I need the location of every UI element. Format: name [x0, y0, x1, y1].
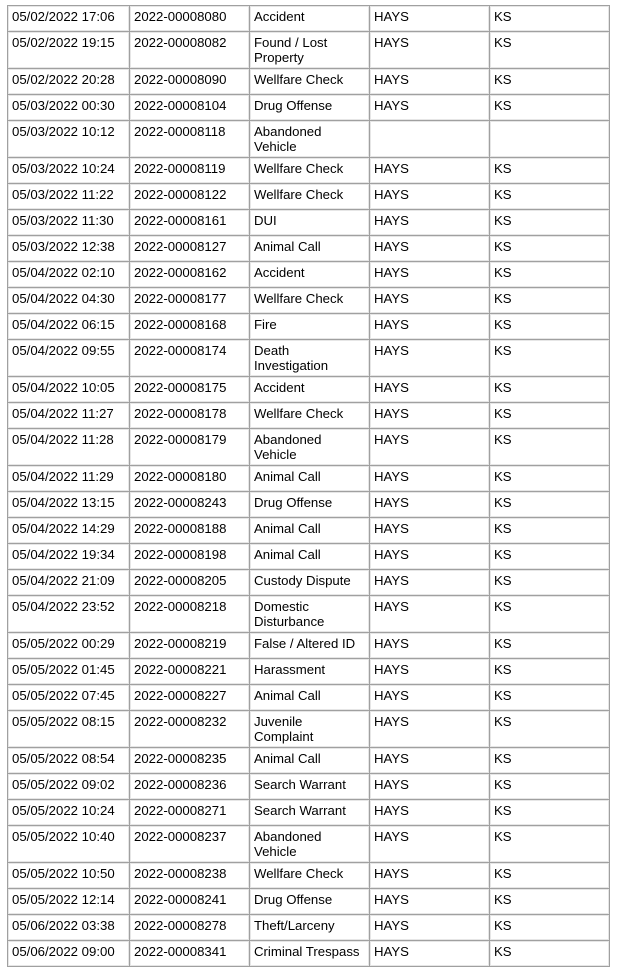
cell-case-number: 2022-00008179 [129, 428, 249, 465]
cell-datetime: 05/04/2022 11:28 [7, 428, 129, 465]
cell-state: KS [489, 261, 610, 287]
cell-incident-type: Search Warrant [249, 799, 369, 825]
cell-incident-type: DUI [249, 209, 369, 235]
cell-datetime: 05/02/2022 20:28 [7, 68, 129, 94]
incident-log-body [7, 5, 610, 967]
cell-city: HAYS [369, 428, 489, 465]
cell-incident-type: Wellfare Check [249, 287, 369, 313]
cell-state: KS [489, 773, 610, 799]
table-row [7, 888, 610, 914]
cell-incident-type: Abandoned Vehicle [249, 120, 369, 157]
cell-case-number: 2022-00008218 [129, 595, 249, 632]
cell-incident-type: Accident [249, 376, 369, 402]
cell-state: KS [489, 157, 610, 183]
cell-city: HAYS [369, 862, 489, 888]
cell-datetime: 05/06/2022 03:38 [7, 914, 129, 940]
cell-incident-type: Search Warrant [249, 773, 369, 799]
table-row [7, 287, 610, 313]
cell-case-number: 2022-00008118 [129, 120, 249, 157]
table-row [7, 517, 610, 543]
cell-state: KS [489, 825, 610, 862]
cell-datetime: 05/03/2022 10:12 [7, 120, 129, 157]
cell-datetime: 05/04/2022 11:29 [7, 465, 129, 491]
cell-case-number: 2022-00008237 [129, 825, 249, 862]
cell-incident-type: Accident [249, 5, 369, 31]
cell-datetime: 05/04/2022 09:55 [7, 339, 129, 376]
cell-city: HAYS [369, 313, 489, 339]
cell-datetime: 05/04/2022 14:29 [7, 517, 129, 543]
cell-case-number: 2022-00008278 [129, 914, 249, 940]
cell-city: HAYS [369, 658, 489, 684]
cell-case-number: 2022-00008236 [129, 773, 249, 799]
cell-incident-type: Abandoned Vehicle [249, 825, 369, 862]
cell-state: KS [489, 287, 610, 313]
cell-city: HAYS [369, 183, 489, 209]
cell-incident-type: Animal Call [249, 747, 369, 773]
cell-incident-type: Theft/Larceny [249, 914, 369, 940]
cell-case-number: 2022-00008119 [129, 157, 249, 183]
cell-state: KS [489, 914, 610, 940]
cell-case-number: 2022-00008232 [129, 710, 249, 747]
cell-state: KS [489, 569, 610, 595]
cell-city: HAYS [369, 595, 489, 632]
cell-city: HAYS [369, 940, 489, 967]
cell-datetime: 05/04/2022 11:27 [7, 402, 129, 428]
cell-datetime: 05/03/2022 11:30 [7, 209, 129, 235]
cell-case-number: 2022-00008238 [129, 862, 249, 888]
cell-state: KS [489, 799, 610, 825]
cell-datetime: 05/04/2022 13:15 [7, 491, 129, 517]
cell-incident-type: Animal Call [249, 235, 369, 261]
table-row [7, 68, 610, 94]
cell-city: HAYS [369, 402, 489, 428]
cell-state: KS [489, 747, 610, 773]
cell-state: KS [489, 595, 610, 632]
cell-datetime: 05/04/2022 02:10 [7, 261, 129, 287]
cell-state [489, 120, 610, 157]
cell-state: KS [489, 313, 610, 339]
table-row [7, 710, 610, 747]
cell-datetime: 05/04/2022 06:15 [7, 313, 129, 339]
cell-incident-type: Abandoned Vehicle [249, 428, 369, 465]
cell-case-number: 2022-00008127 [129, 235, 249, 261]
table-row [7, 376, 610, 402]
cell-state: KS [489, 235, 610, 261]
cell-datetime: 05/04/2022 10:05 [7, 376, 129, 402]
table-row [7, 940, 610, 967]
cell-datetime: 05/05/2022 10:24 [7, 799, 129, 825]
cell-city: HAYS [369, 517, 489, 543]
table-row [7, 595, 610, 632]
cell-incident-type: Accident [249, 261, 369, 287]
cell-city [369, 120, 489, 157]
cell-incident-type: Wellfare Check [249, 157, 369, 183]
cell-case-number: 2022-00008235 [129, 747, 249, 773]
cell-city: HAYS [369, 491, 489, 517]
cell-city: HAYS [369, 339, 489, 376]
table-row [7, 157, 610, 183]
cell-city: HAYS [369, 68, 489, 94]
cell-city: HAYS [369, 31, 489, 68]
cell-state: KS [489, 517, 610, 543]
cell-incident-type: Drug Offense [249, 491, 369, 517]
cell-incident-type: Wellfare Check [249, 402, 369, 428]
table-row [7, 862, 610, 888]
cell-city: HAYS [369, 209, 489, 235]
cell-city: HAYS [369, 799, 489, 825]
cell-state: KS [489, 940, 610, 967]
cell-datetime: 05/05/2022 08:15 [7, 710, 129, 747]
cell-datetime: 05/04/2022 21:09 [7, 569, 129, 595]
table-row [7, 569, 610, 595]
cell-case-number: 2022-00008341 [129, 940, 249, 967]
cell-case-number: 2022-00008243 [129, 491, 249, 517]
incident-log-table [7, 5, 610, 967]
cell-case-number: 2022-00008082 [129, 31, 249, 68]
cell-city: HAYS [369, 632, 489, 658]
cell-datetime: 05/05/2022 12:14 [7, 888, 129, 914]
cell-incident-type: Death Investigation [249, 339, 369, 376]
cell-state: KS [489, 658, 610, 684]
cell-datetime: 05/02/2022 17:06 [7, 5, 129, 31]
cell-city: HAYS [369, 569, 489, 595]
table-row [7, 313, 610, 339]
table-row [7, 428, 610, 465]
table-row [7, 491, 610, 517]
cell-city: HAYS [369, 543, 489, 569]
cell-state: KS [489, 209, 610, 235]
cell-city: HAYS [369, 747, 489, 773]
cell-state: KS [489, 491, 610, 517]
table-row [7, 31, 610, 68]
table-row [7, 684, 610, 710]
cell-incident-type: Drug Offense [249, 888, 369, 914]
cell-case-number: 2022-00008080 [129, 5, 249, 31]
cell-city: HAYS [369, 287, 489, 313]
cell-case-number: 2022-00008205 [129, 569, 249, 595]
cell-datetime: 05/03/2022 12:38 [7, 235, 129, 261]
cell-incident-type: Animal Call [249, 543, 369, 569]
cell-city: HAYS [369, 914, 489, 940]
cell-datetime: 05/03/2022 00:30 [7, 94, 129, 120]
cell-case-number: 2022-00008221 [129, 658, 249, 684]
cell-case-number: 2022-00008161 [129, 209, 249, 235]
table-row [7, 94, 610, 120]
cell-case-number: 2022-00008168 [129, 313, 249, 339]
cell-city: HAYS [369, 773, 489, 799]
cell-city: HAYS [369, 376, 489, 402]
table-row [7, 825, 610, 862]
cell-case-number: 2022-00008198 [129, 543, 249, 569]
cell-city: HAYS [369, 261, 489, 287]
cell-city: HAYS [369, 94, 489, 120]
table-row [7, 120, 610, 157]
cell-city: HAYS [369, 888, 489, 914]
cell-state: KS [489, 465, 610, 491]
table-row [7, 914, 610, 940]
cell-city: HAYS [369, 157, 489, 183]
cell-incident-type: Wellfare Check [249, 68, 369, 94]
cell-incident-type: Criminal Trespass [249, 940, 369, 967]
cell-case-number: 2022-00008180 [129, 465, 249, 491]
cell-state: KS [489, 428, 610, 465]
cell-state: KS [489, 31, 610, 68]
cell-datetime: 05/05/2022 10:50 [7, 862, 129, 888]
cell-incident-type: Juvenile Complaint [249, 710, 369, 747]
table-row [7, 632, 610, 658]
table-row [7, 339, 610, 376]
table-row [7, 747, 610, 773]
cell-case-number: 2022-00008177 [129, 287, 249, 313]
cell-datetime: 05/05/2022 01:45 [7, 658, 129, 684]
cell-state: KS [489, 402, 610, 428]
table-row [7, 209, 610, 235]
cell-datetime: 05/04/2022 19:34 [7, 543, 129, 569]
cell-case-number: 2022-00008227 [129, 684, 249, 710]
cell-state: KS [489, 684, 610, 710]
cell-state: KS [489, 339, 610, 376]
cell-state: KS [489, 68, 610, 94]
table-row [7, 5, 610, 31]
cell-case-number: 2022-00008174 [129, 339, 249, 376]
cell-incident-type: Animal Call [249, 517, 369, 543]
cell-state: KS [489, 376, 610, 402]
cell-incident-type: Found / Lost Property [249, 31, 369, 68]
cell-incident-type: Wellfare Check [249, 183, 369, 209]
cell-datetime: 05/02/2022 19:15 [7, 31, 129, 68]
cell-datetime: 05/05/2022 10:40 [7, 825, 129, 862]
cell-datetime: 05/04/2022 04:30 [7, 287, 129, 313]
cell-city: HAYS [369, 465, 489, 491]
table-row [7, 465, 610, 491]
cell-datetime: 05/05/2022 00:29 [7, 632, 129, 658]
cell-city: HAYS [369, 5, 489, 31]
cell-city: HAYS [369, 235, 489, 261]
cell-state: KS [489, 632, 610, 658]
cell-incident-type: False / Altered ID [249, 632, 369, 658]
cell-city: HAYS [369, 684, 489, 710]
cell-datetime: 05/05/2022 07:45 [7, 684, 129, 710]
cell-datetime: 05/05/2022 09:02 [7, 773, 129, 799]
cell-incident-type: Animal Call [249, 684, 369, 710]
cell-case-number: 2022-00008241 [129, 888, 249, 914]
table-row [7, 799, 610, 825]
cell-datetime: 05/03/2022 11:22 [7, 183, 129, 209]
cell-incident-type: Harassment [249, 658, 369, 684]
cell-incident-type: Animal Call [249, 465, 369, 491]
table-row [7, 543, 610, 569]
cell-city: HAYS [369, 710, 489, 747]
cell-incident-type: Drug Offense [249, 94, 369, 120]
cell-state: KS [489, 543, 610, 569]
cell-city: HAYS [369, 825, 489, 862]
cell-case-number: 2022-00008271 [129, 799, 249, 825]
cell-incident-type: Domestic Disturbance [249, 595, 369, 632]
cell-case-number: 2022-00008178 [129, 402, 249, 428]
cell-state: KS [489, 5, 610, 31]
cell-state: KS [489, 888, 610, 914]
cell-state: KS [489, 710, 610, 747]
cell-datetime: 05/05/2022 08:54 [7, 747, 129, 773]
cell-state: KS [489, 183, 610, 209]
cell-case-number: 2022-00008188 [129, 517, 249, 543]
cell-datetime: 05/06/2022 09:00 [7, 940, 129, 967]
cell-case-number: 2022-00008122 [129, 183, 249, 209]
table-row [7, 658, 610, 684]
table-row [7, 773, 610, 799]
table-row [7, 261, 610, 287]
cell-datetime: 05/03/2022 10:24 [7, 157, 129, 183]
table-row [7, 235, 610, 261]
cell-case-number: 2022-00008219 [129, 632, 249, 658]
cell-incident-type: Fire [249, 313, 369, 339]
cell-case-number: 2022-00008104 [129, 94, 249, 120]
cell-case-number: 2022-00008090 [129, 68, 249, 94]
cell-incident-type: Wellfare Check [249, 862, 369, 888]
cell-state: KS [489, 862, 610, 888]
table-row [7, 183, 610, 209]
cell-incident-type: Custody Dispute [249, 569, 369, 595]
cell-state: KS [489, 94, 610, 120]
cell-case-number: 2022-00008175 [129, 376, 249, 402]
cell-datetime: 05/04/2022 23:52 [7, 595, 129, 632]
table-row [7, 402, 610, 428]
cell-case-number: 2022-00008162 [129, 261, 249, 287]
